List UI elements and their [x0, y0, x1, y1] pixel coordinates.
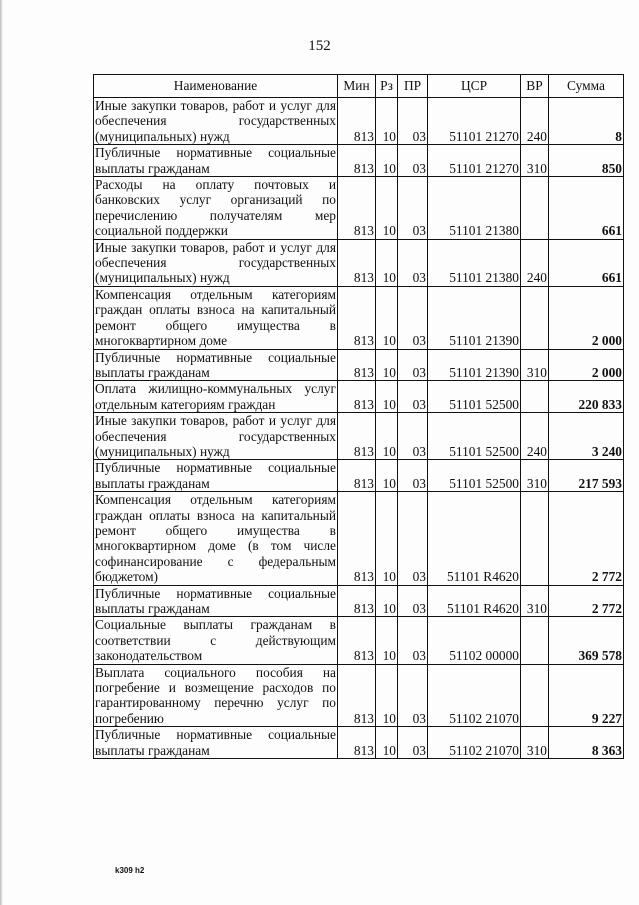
row-name: Иные закупки товаров, работ и услуг для обеспечения государственных (муниципальных) нужд [95, 98, 336, 144]
row-sum: 9 227 [549, 664, 624, 727]
table-row [94, 617, 624, 664]
row-pr: 03 [398, 460, 428, 492]
row-min: 813 [338, 239, 376, 286]
row-pr: 03 [398, 617, 428, 664]
row-pr: 03 [398, 98, 428, 145]
row-vr: 240 [521, 98, 549, 145]
header-rz: Рз [376, 75, 398, 98]
row-sum: 220 833 [549, 381, 624, 413]
row-vr: 240 [521, 413, 549, 460]
row-pr: 03 [398, 664, 428, 727]
row-min: 813 [338, 460, 376, 492]
row-csr: 51101 21270 [428, 98, 521, 145]
row-rz: 10 [376, 98, 398, 145]
table-header-row [94, 75, 624, 98]
header-csr: ЦСР [428, 75, 521, 98]
header-name: Наименование [94, 75, 338, 98]
footer-code: k309 h2 [115, 866, 145, 875]
row-min: 813 [338, 177, 376, 240]
row-csr: 51101 21380 [428, 239, 521, 286]
row-min: 813 [338, 145, 376, 177]
row-vr: 310 [521, 727, 549, 759]
row-rz: 10 [376, 664, 398, 727]
row-pr: 03 [398, 239, 428, 286]
table-row [94, 727, 624, 759]
header-pr: ПР [398, 75, 428, 98]
table-row [94, 145, 624, 177]
table-row [94, 460, 624, 492]
row-pr: 03 [398, 381, 428, 413]
table-row [94, 492, 624, 585]
header-min: Мин [338, 75, 376, 98]
row-vr: 240 [521, 239, 549, 286]
page-number: 152 [308, 38, 331, 54]
row-sum: 369 578 [549, 617, 624, 664]
table-row [94, 664, 624, 727]
row-csr: 51101 R4620 [428, 492, 521, 585]
row-rz: 10 [376, 727, 398, 759]
row-pr: 03 [398, 286, 428, 349]
row-vr: 310 [521, 585, 549, 617]
row-sum: 8 [549, 98, 624, 145]
row-name: Публичные нормативные социальные выплаты гражданам [95, 727, 336, 758]
header-vr: ВР [521, 75, 549, 98]
row-sum: 8 363 [549, 727, 624, 759]
row-name: Компенсация отдельным категориям граждан оплаты взноса на капитальный ремонт общего имущества в многоквартирном доме [95, 286, 336, 349]
row-sum: 850 [549, 145, 624, 177]
row-vr [521, 664, 549, 727]
row-pr: 03 [398, 585, 428, 617]
row-min: 813 [338, 381, 376, 413]
row-name: Публичные нормативные социальные выплаты гражданам [95, 349, 336, 380]
row-rz: 10 [376, 145, 398, 177]
row-csr: 51102 00000 [428, 617, 521, 664]
budget-table [93, 74, 624, 759]
row-name: Иные закупки товаров, работ и услуг для обеспечения государственных (муниципальных) нужд [95, 413, 336, 459]
row-name: Публичные нормативные социальные выплаты гражданам [95, 585, 336, 616]
row-rz: 10 [376, 286, 398, 349]
table-body [94, 98, 624, 759]
row-sum: 2 000 [549, 349, 624, 381]
row-csr: 51101 52500 [428, 413, 521, 460]
row-min: 813 [338, 349, 376, 381]
row-sum: 2 772 [549, 585, 624, 617]
row-pr: 03 [398, 145, 428, 177]
row-sum: 2 772 [549, 492, 624, 585]
row-sum: 3 240 [549, 413, 624, 460]
row-rz: 10 [376, 460, 398, 492]
row-rz: 10 [376, 239, 398, 286]
row-sum: 661 [549, 239, 624, 286]
row-rz: 10 [376, 585, 398, 617]
row-min: 813 [338, 585, 376, 617]
row-sum: 217 593 [549, 460, 624, 492]
row-rz: 10 [376, 492, 398, 585]
row-min: 813 [338, 98, 376, 145]
row-min: 813 [338, 727, 376, 759]
row-min: 813 [338, 664, 376, 727]
scan-edge [0, 0, 3, 905]
row-vr: 310 [521, 460, 549, 492]
row-min: 813 [338, 286, 376, 349]
row-csr: 51101 R4620 [428, 585, 521, 617]
row-pr: 03 [398, 727, 428, 759]
row-pr: 03 [398, 492, 428, 585]
row-rz: 10 [376, 349, 398, 381]
row-csr: 51101 52500 [428, 381, 521, 413]
table-row [94, 239, 624, 286]
row-min: 813 [338, 413, 376, 460]
table-row [94, 381, 624, 413]
row-name: Публичные нормативные социальные выплаты гражданам [95, 145, 336, 176]
row-pr: 03 [398, 413, 428, 460]
row-name: Социальные выплаты гражданам в соответствии с действующим законодательством [95, 617, 336, 664]
row-name: Публичные нормативные социальные выплаты гражданам [95, 460, 336, 491]
row-vr [521, 617, 549, 664]
row-name: Иные закупки товаров, работ и услуг для обеспечения государственных (муниципальных) нужд [95, 239, 336, 286]
table-row [94, 413, 624, 460]
row-csr: 51102 21070 [428, 664, 521, 727]
row-vr [521, 492, 549, 585]
table-row [94, 585, 624, 617]
row-rz: 10 [376, 413, 398, 460]
row-csr: 51102 21070 [428, 727, 521, 759]
row-name: Компенсация отдельным категориям граждан оплаты взноса на капитальный ремонт общего имущества в многоквартирном доме (в том числе софинансирование с федеральным бюджетом) [95, 492, 336, 585]
row-rz: 10 [376, 177, 398, 240]
row-rz: 10 [376, 617, 398, 664]
row-min: 813 [338, 617, 376, 664]
row-csr: 51101 21390 [428, 286, 521, 349]
row-name: Оплата жилищно-коммунальных услуг отдельным категориям граждан [95, 381, 336, 412]
table-row [94, 286, 624, 349]
row-sum: 661 [549, 177, 624, 240]
row-vr: 310 [521, 145, 549, 177]
row-sum: 2 000 [549, 286, 624, 349]
row-vr [521, 381, 549, 413]
row-csr: 51101 21380 [428, 177, 521, 240]
table-row [94, 177, 624, 240]
row-pr: 03 [398, 177, 428, 240]
row-vr: 310 [521, 349, 549, 381]
row-vr [521, 177, 549, 240]
row-name: Выплата социального пособия на погребение и возмещение расходов по гарантированному перечню услуг по погребению [95, 664, 336, 726]
row-pr: 03 [398, 349, 428, 381]
table-row [94, 98, 624, 145]
table-row [94, 349, 624, 381]
row-vr [521, 286, 549, 349]
header-sum: Сумма [549, 75, 624, 98]
row-name: Расходы на оплату почтовых и банковских услуг организаций по перечислению получателям мер социальной поддержки [95, 177, 336, 239]
row-csr: 51101 21270 [428, 145, 521, 177]
row-min: 813 [338, 492, 376, 585]
row-csr: 51101 21390 [428, 349, 521, 381]
row-csr: 51101 52500 [428, 460, 521, 492]
row-rz: 10 [376, 381, 398, 413]
